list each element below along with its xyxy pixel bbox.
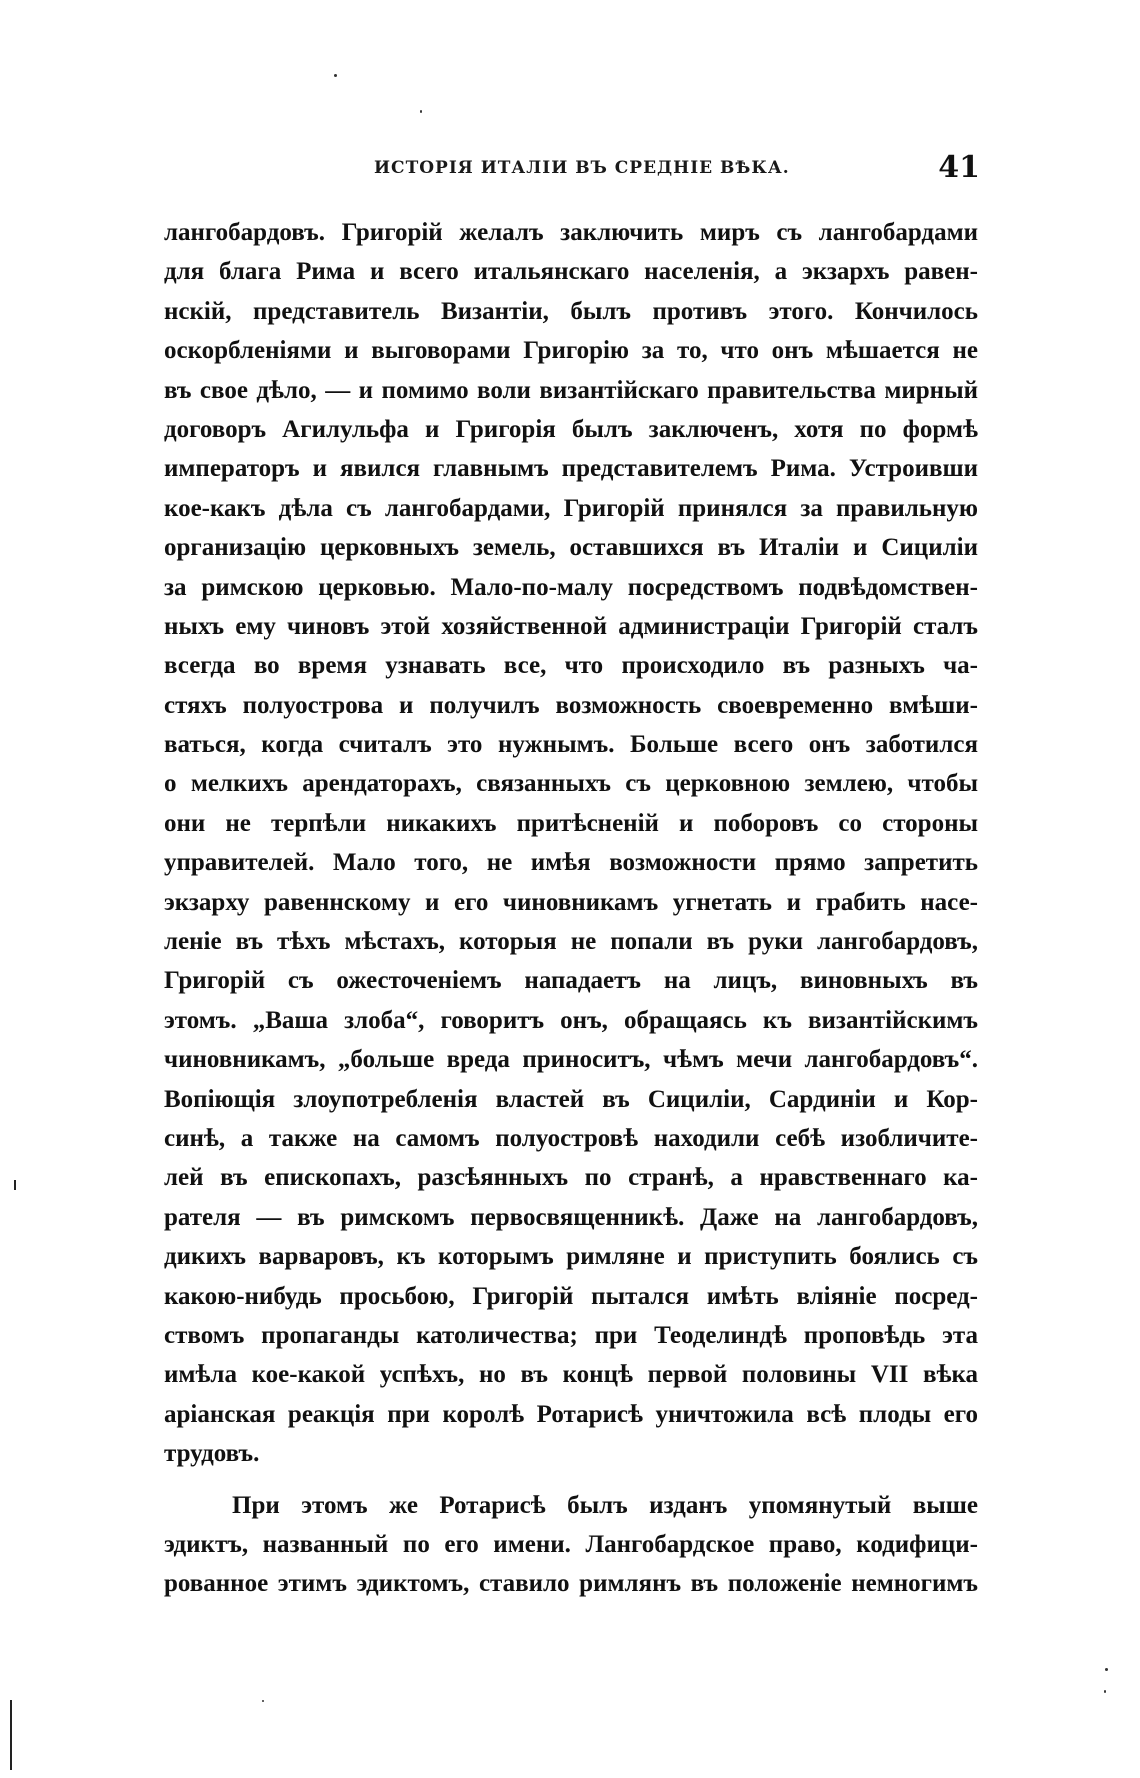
text-line: ствомъ пропаганды католичества; при Теоделиндѣ проповѣдь эта (164, 1321, 978, 1349)
scan-speck (420, 110, 422, 113)
page-number: 41 (938, 150, 980, 185)
text-line: синѣ, а также на самомъ полуостровѣ находили себѣ изобличите- (164, 1124, 978, 1152)
text-line: о мелкихъ арендаторахъ, связанныхъ съ церковною землею, чтобы (164, 770, 978, 798)
text-line: экзарху равеннскому и его чиновникамъ угнетать и грабить насе- (164, 888, 978, 916)
text-line: нскій, представитель Византіи, былъ противъ этого. Кончилось (164, 297, 978, 325)
text-line: ныхъ ему чиновъ этой хозяйственной администраціи Григорій сталъ (164, 612, 978, 640)
text-line: договоръ Агилульфа и Григорія былъ заключенъ, хотя по формѣ (164, 415, 978, 443)
text-line: въ свое дѣло, — и помимо воли византійскаго правительства мирный (164, 376, 978, 404)
scan-speck (1104, 1690, 1106, 1693)
text-line: дикихъ варваровъ, къ которымъ римляне и приступить боялись съ (164, 1243, 978, 1271)
text-line: для блага Рима и всего итальянскаго населенія, а экзархъ равен- (164, 258, 978, 286)
text-line: кое-какъ дѣла съ лангобардами, Григорій принялся за правильную (164, 494, 978, 522)
text-line: имѣла кое-какой успѣхъ, но въ концѣ первой половины VII вѣка (164, 1361, 978, 1389)
paragraph-end-line: трудовъ. (164, 1440, 260, 1468)
text-line: чиновникамъ, „больше вреда приноситъ, чѣмъ мечи лангобардовъ“. (164, 1046, 978, 1074)
running-title: ИСТОРІЯ ИТАЛІИ ВЪ СРЕДНІЕ ВѢКА. (374, 158, 790, 178)
text-line: лангобардовъ. Григорій желалъ заключить миръ съ лангобардами (164, 219, 978, 246)
text-line: стяхъ полуострова и получилъ возможность своевременно вмѣши- (164, 691, 978, 719)
page-header (164, 150, 984, 190)
text-line: императоръ и явился главнымъ представителемъ Рима. Устроивши (164, 455, 978, 483)
body-text (164, 213, 978, 1604)
text-line: аріанская реакція при королѣ Ротарисѣ уничтожила всѣ плоды его (164, 1400, 978, 1428)
text-line: управителей. Мало того, не имѣя возможности прямо запретить (164, 849, 978, 877)
text-line: рованное этимъ эдиктомъ, ставило римлянъ въ положеніе немногимъ (164, 1570, 978, 1598)
paragraph-first-line: При этомъ же Ротарисѣ былъ изданъ упомянутый выше (232, 1491, 978, 1519)
scan-edge-mark (10, 1700, 12, 1770)
text-line: леніе въ тѣхъ мѣстахъ, которыя не попали въ руки лангобардовъ, (164, 928, 978, 956)
text-line: ваться, когда считалъ это нужнымъ. Больше всего онъ заботился (164, 731, 978, 759)
scan-edge-mark (14, 1180, 16, 1190)
text-line: они не терпѣли никакихъ притѣсненій и поборовъ со стороны (164, 809, 978, 837)
text-line: лей въ епископахъ, разсѣянныхъ по странѣ, а нравственнаго ка- (164, 1164, 978, 1192)
scan-speck (334, 74, 337, 77)
text-line: эдиктъ, названный по его имени. Лангобардское право, кодифици- (164, 1530, 978, 1558)
text-line: за римскою церковью. Мало-по-малу посредствомъ подвѣдомствен- (164, 573, 978, 601)
text-line: какою-нибудь просьбою, Григорій пытался имѣть вліяніе посред- (164, 1282, 978, 1310)
text-line: всегда во время узнавать все, что происходило въ разныхъ ча- (164, 652, 978, 680)
text-line: Вопіющія злоупотребленія властей въ Сициліи, Сардиніи и Кор- (164, 1085, 978, 1113)
text-line: организацію церковныхъ земель, оставшихся въ Италіи и Сициліи (164, 534, 978, 562)
text-line: оскорбленіями и выговорами Григорію за то, что онъ мѣшается не (164, 337, 978, 365)
text-line: рателя — въ римскомъ первосвященникѣ. Даже на лангобардовъ, (164, 1203, 978, 1231)
text-line: Григорій съ ожесточеніемъ нападаетъ на лицъ, виновныхъ въ (164, 967, 978, 995)
text-line: этомъ. „Ваша злоба“, говоритъ онъ, обращаясь къ византійскимъ (164, 1006, 978, 1034)
scan-speck (262, 1700, 264, 1702)
paragraph-gap (164, 1474, 978, 1486)
scan-speck (1105, 1668, 1108, 1671)
